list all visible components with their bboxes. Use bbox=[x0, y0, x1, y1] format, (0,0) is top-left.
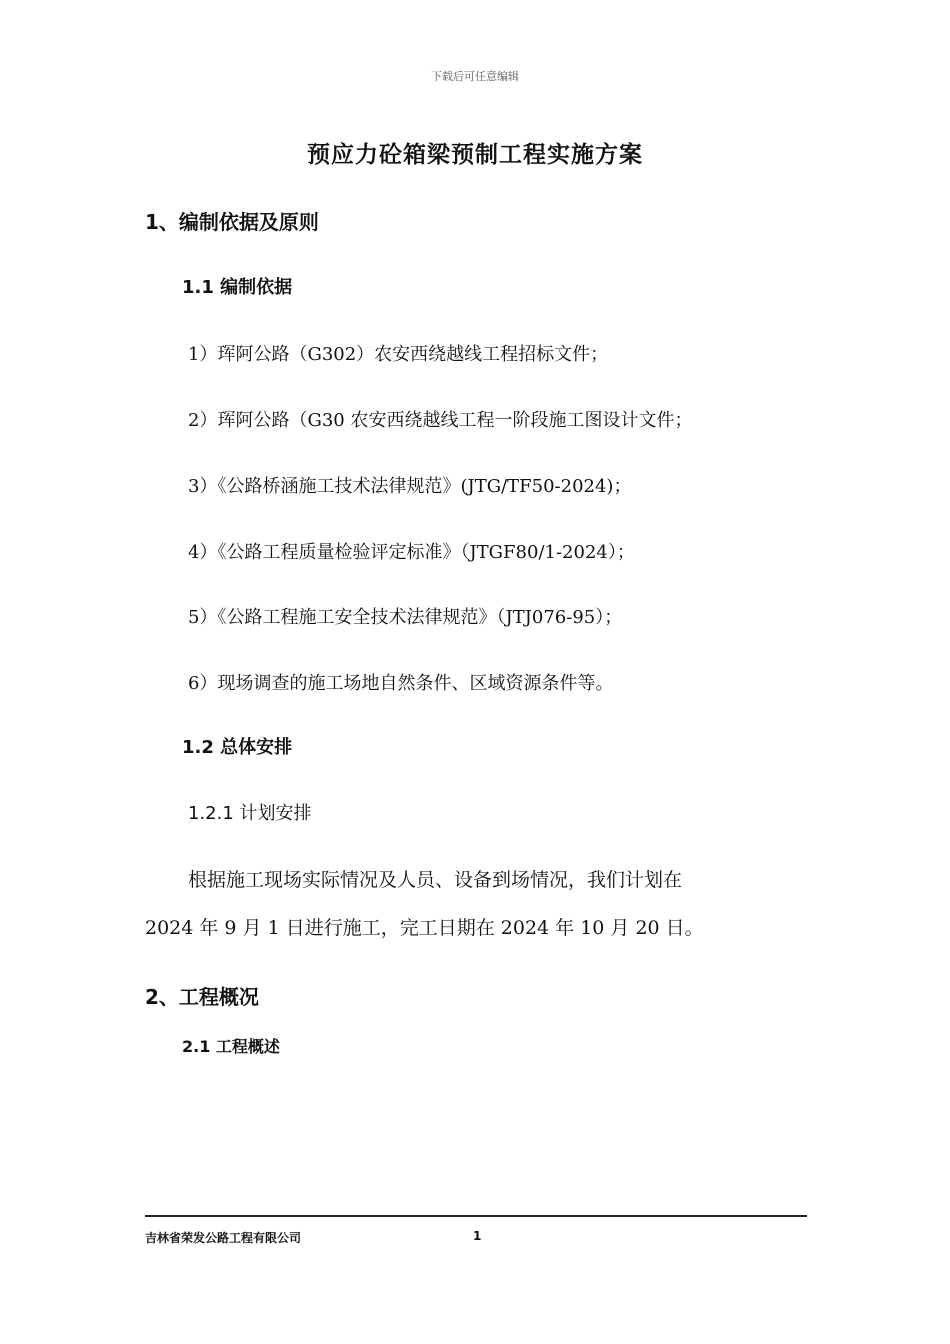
section-1-2-1-heading: 1.2.1 计划安排 bbox=[188, 803, 312, 824]
footer-page-number: 1 bbox=[473, 1229, 482, 1243]
section-1-1-heading: 1.1 编制依据 bbox=[182, 277, 293, 298]
basis-item-5: 5）《公路工程施工安全技术法律规范》（JTJ076-95）； bbox=[188, 607, 623, 628]
schedule-paragraph-line-2: 2024 年 9 月 1 日进行施工，完工日期在 2024 年 10 月 20 日。 bbox=[145, 917, 704, 939]
footer-divider bbox=[145, 1215, 807, 1217]
basis-item-1: 1）珲阿公路（G302）农安西绕越线工程招标文件； bbox=[188, 344, 609, 365]
basis-item-3: 3）《公路桥涵施工技术法律规范》(JTG/TF50-2024)； bbox=[188, 476, 632, 497]
section-1-heading: 1、编制依据及原则 bbox=[145, 210, 319, 234]
basis-item-2: 2）珲阿公路（G30 农安西绕越线工程一阶段施工图设计文件； bbox=[188, 410, 693, 431]
schedule-paragraph-line-1: 根据施工现场实际情况及人员、设备到场情况，我们计划在 bbox=[188, 869, 683, 891]
footer-company: 吉林省荣发公路工程有限公司 bbox=[145, 1231, 302, 1245]
page-header: 下载后可任意编辑 bbox=[431, 70, 519, 83]
section-2-1-heading: 2.1 工程概述 bbox=[182, 1037, 280, 1056]
basis-item-6: 6）现场调查的施工场地自然条件、区域资源条件等。 bbox=[188, 673, 614, 694]
section-2-heading: 2、工程概况 bbox=[145, 985, 259, 1009]
document-title: 预应力砼箱梁预制工程实施方案 bbox=[307, 141, 643, 168]
basis-item-4: 4）《公路工程质量检验评定标准》（JTGF80/1-2024）； bbox=[188, 542, 635, 563]
section-1-2-heading: 1.2 总体安排 bbox=[182, 737, 293, 758]
